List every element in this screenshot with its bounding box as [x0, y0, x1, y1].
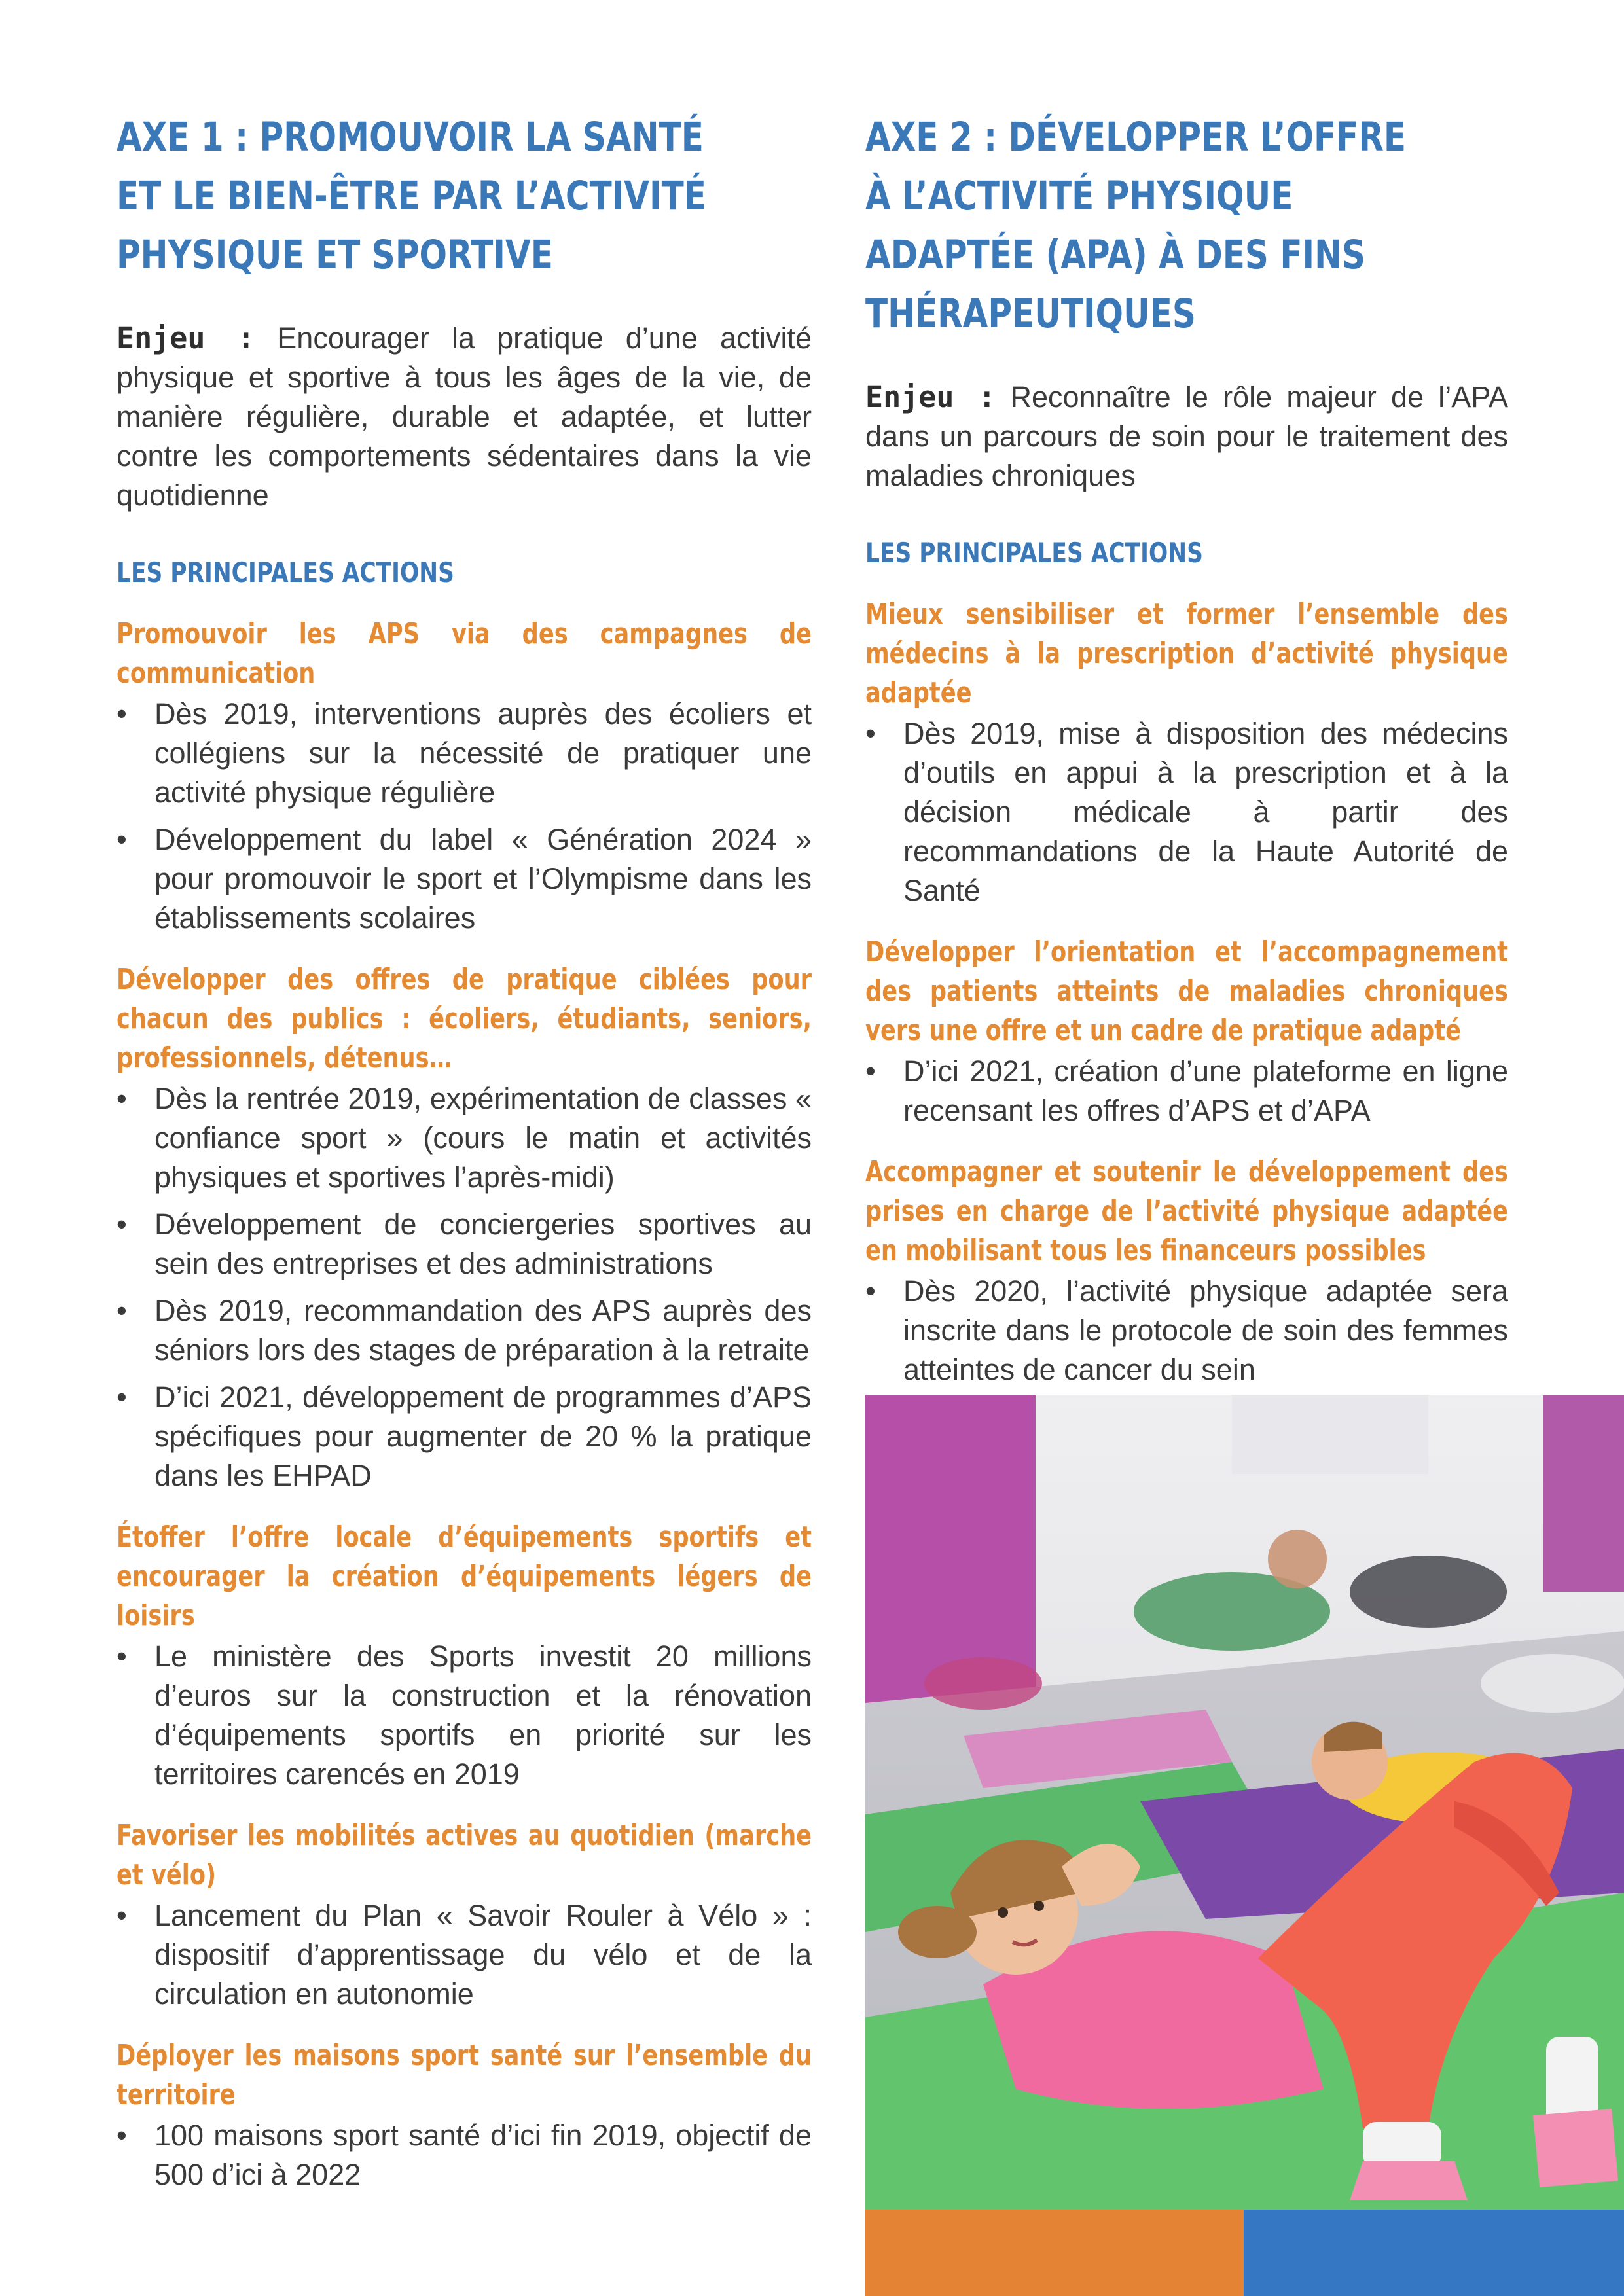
bullet-item: • Dès 2019, mise à disposition des médecins d’outils en appui à la prescription et à la décision médicale à partir des recommandations de la Haute Autorité de Santé — [865, 714, 1508, 910]
bullet-list — [865, 1272, 1508, 1390]
bullet-item: • Développement du label « Génération 2024 » pour promouvoir le sport et l’Olympisme dans les établissements scolaires — [117, 820, 812, 938]
bullet-item: • 100 maisons sport santé d’ici fin 2019, objectif de 500 d’ici à 2022 — [117, 2116, 812, 2195]
axe1-action-4 — [117, 1816, 812, 2014]
action-title: Favoriser les mobilités actives au quotidien (marche et vélo) — [117, 1819, 812, 1892]
bullet-list — [117, 2116, 812, 2195]
axe1-enjeu-text: Encourager la pratique d’une activité physique et sportive à tous les âges de la vie, de manière régulière, durable et adaptée, et lutter contre les comportements sédentaires dans la vie quotidienne — [117, 321, 812, 512]
action-title: Déployer les maisons sport santé sur l’ensemble du territoire — [117, 2039, 812, 2111]
bullet-list — [117, 1637, 812, 1794]
footer-blue-band — [1244, 2210, 1624, 2296]
axe1-action-2 — [117, 960, 812, 1496]
axe1-enjeu — [117, 319, 812, 515]
bullet-list — [117, 1079, 812, 1496]
bullet-item: • Le ministère des Sports investit 20 millions d’euros sur la construction et la rénovation d’équipements sportifs en priorité sur les territoires carencés en 2019 — [117, 1637, 812, 1794]
axe2-enjeu-text: Reconnaître le rôle majeur de l’APA dans un parcours de soin pour le traitement des maladies chroniques — [865, 380, 1508, 492]
bullet-item: • D’ici 2021, développement de programmes d’APS spécifiques pour augmenter de 20 % la pratique dans les EHPAD — [117, 1378, 812, 1496]
bullet-item: • Dès la rentrée 2019, expérimentation de classes « confiance sport » (cours le matin et activités physiques et sportives l’après-midi) — [117, 1079, 812, 1197]
axe2-title: AXE 2 : DÉVELOPPER L’OFFRE À L’ACTIVITÉ PHYSIQUE ADAPTÉE (APA) À DES FINS THÉRAPEUTIQUES — [865, 114, 1407, 337]
axe2-action-2 — [865, 933, 1508, 1130]
axe2-action-1 — [865, 595, 1508, 910]
axe1-action-1 — [117, 615, 812, 938]
bullet-list — [865, 1052, 1508, 1130]
axe2-column — [865, 108, 1508, 1397]
axe1-action-5 — [117, 2036, 812, 2195]
axe1-enjeu-label: Enjeu : — [117, 321, 255, 355]
action-title: Promouvoir les APS via des campagnes de communication — [117, 617, 812, 690]
fitness-class-illustration — [865, 1395, 1624, 2210]
bullet-item: • Dès 2019, recommandation des APS auprès des séniors lors des stages de préparation à la retraite — [117, 1291, 812, 1370]
bullet-item: • Dès 2019, interventions auprès des écoliers et collégiens sur la nécessité de pratiquer une activité physique régulière — [117, 694, 812, 812]
axe1-action-3 — [117, 1518, 812, 1794]
action-title: Développer l’orientation et l’accompagnement des patients atteints de maladies chroniques vers une offre et un cadre de pratique adapté — [865, 935, 1508, 1047]
bullet-item: • D’ici 2021, création d’une plateforme en ligne recensant les offres d’APS et d’APA — [865, 1052, 1508, 1130]
axe2-enjeu — [865, 378, 1508, 495]
axe2-enjeu-label: Enjeu : — [865, 380, 996, 414]
axe1-actions-heading: LES PRINCIPALES ACTIONS — [117, 556, 454, 588]
axe2-action-3 — [865, 1153, 1508, 1390]
footer-orange-band — [865, 2210, 1244, 2296]
bullet-list — [117, 694, 812, 938]
axe1-column — [117, 108, 812, 2202]
bullet-item: • Dès 2020, l’activité physique adaptée sera inscrite dans le protocole de soin des femmes atteintes de cancer du sein — [865, 1272, 1508, 1390]
bullet-item: • Développement de conciergeries sportives au sein des entreprises et des administrations — [117, 1205, 812, 1283]
bullet-list — [865, 714, 1508, 910]
bullet-list — [117, 1896, 812, 2014]
axe1-title: AXE 1 : PROMOUVOIR LA SANTÉ ET LE BIEN-ÊTRE PAR L’ACTIVITÉ PHYSIQUE ET SPORTIVE — [117, 114, 706, 278]
fitness-class-photo — [865, 1395, 1624, 2210]
bullet-item: • Lancement du Plan « Savoir Rouler à Vélo » : dispositif d’apprentissage du vélo et de la circulation en autonomie — [117, 1896, 812, 2014]
action-title: Accompagner et soutenir le développement des prises en charge de l’activité physique adaptée en mobilisant tous les financeurs possibles — [865, 1155, 1508, 1267]
axe2-actions-heading: LES PRINCIPALES ACTIONS — [865, 537, 1203, 569]
action-title: Développer des offres de pratique ciblées pour chacun des publics : écoliers, étudiants, seniors, professionnels, détenus… — [117, 963, 812, 1075]
action-title: Mieux sensibiliser et former l’ensemble des médecins à la prescription d’activité physique adaptée — [865, 598, 1508, 709]
action-title: Étoffer l’offre locale d’équipements sportifs et encourager la création d’équipements légers de loisirs — [117, 1520, 812, 1632]
